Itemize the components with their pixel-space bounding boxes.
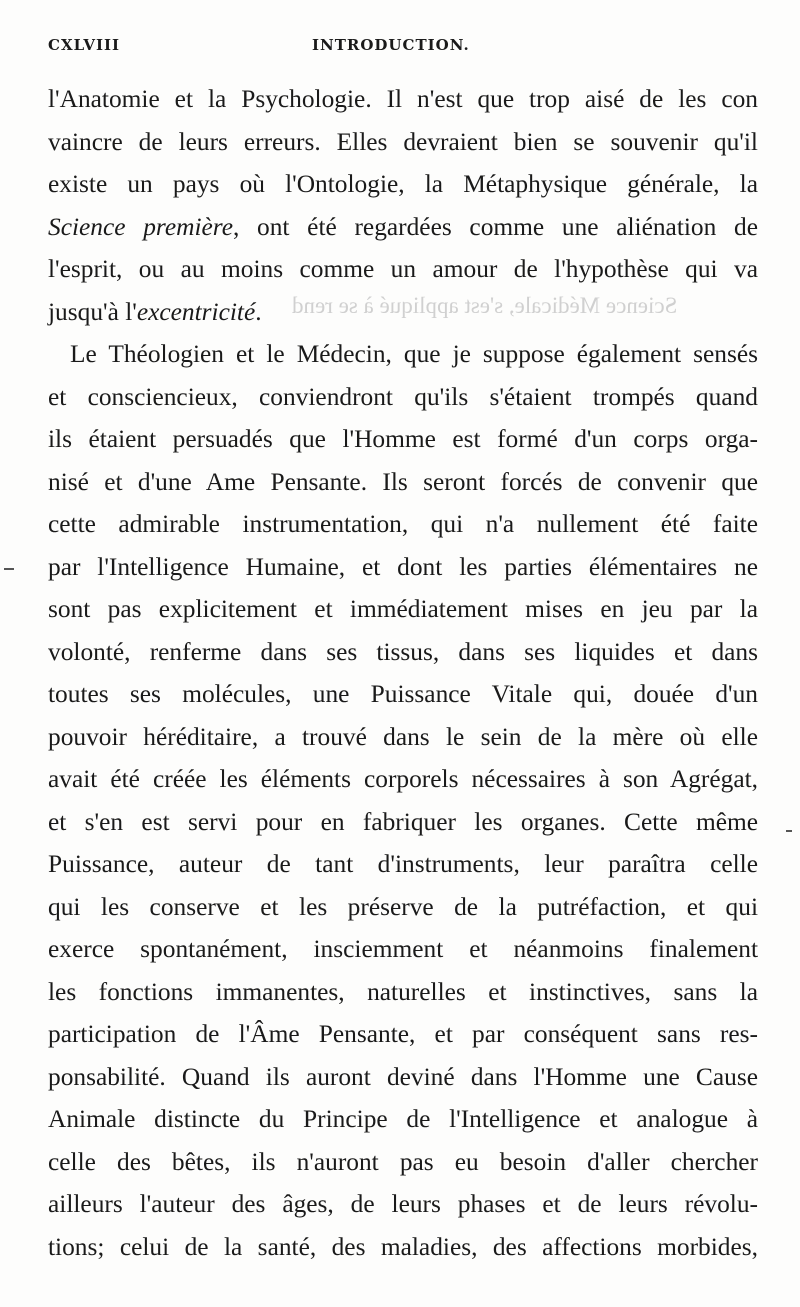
text-line: qui les conserve et les préserve de la putréfaction, et qui — [48, 892, 758, 921]
running-title: INTRODUCTION. — [312, 36, 470, 54]
text-line: les fonctions immanentes, naturelles et instinctives, sans la — [48, 977, 758, 1006]
text-line: par l'Intelligence Humaine, et dont les parties élémentaires ne — [48, 552, 758, 581]
text-line: tions; celui de la santé, des maladies, des affections morbides, — [48, 1232, 758, 1261]
text-line: sont pas explicitement et immédiatement mises en jeu par la — [48, 595, 758, 623]
text-line: l'Anatomie et la Psychologie. Il n'est que trop aisé de les con — [48, 85, 758, 113]
body-text — [48, 78, 758, 1268]
margin-mark-left — [4, 568, 14, 570]
page-header — [48, 36, 752, 60]
text-span: , ont été regardées comme une aliénation de — [233, 212, 758, 241]
text-line: l'esprit, ou au moins comme un amour de l'hypothèse qui va — [48, 255, 758, 283]
text-line: participation de l'Âme Pensante, et par conséquent sans res- — [48, 1020, 758, 1048]
text-line: Puissance, auteur de tant d'instruments, leur paraîtra celle — [48, 850, 758, 878]
text-line: toutes ses molécules, une Puissance Vitale qui, douée d'un — [48, 680, 758, 708]
text-line: ailleurs l'auteur des âges, de leurs phases et de leurs révolu- — [48, 1190, 758, 1218]
text-span: jusqu'à l' — [48, 297, 137, 326]
text-line: ponsabilité. Quand ils auront deviné dans l'Homme une Cause — [48, 1062, 758, 1091]
text-line: Animale distincte du Principe de l'Intelligence et analogue à — [48, 1105, 758, 1133]
text-line: volonté, renferme dans ses tissus, dans ses liquides et dans — [48, 637, 758, 666]
text-line: vaincre de leurs erreurs. Elles devraient bien se souvenir qu'il — [48, 127, 758, 156]
italic-word: excentricité — [136, 297, 256, 326]
text-line: nisé et d'une Ame Pensante. Ils seront forcés de convenir que — [48, 467, 758, 496]
page-number: CXLVIII — [48, 36, 121, 54]
text-line — [48, 206, 758, 249]
text-line: cette admirable instrumentation, qui n'a nullement été faite — [48, 510, 758, 538]
show-through-text: Science Médicale, s'est appliqué à se rend — [292, 293, 678, 318]
text-span: . — [255, 297, 262, 326]
italic-phrase: Science première — [48, 212, 233, 241]
text-line: et consciencieux, conviendront qu'ils s'étaient trompés quand — [48, 382, 758, 411]
text-line: Le Théologien et le Médecin, que je suppose également sensés — [70, 340, 758, 368]
text-line: existe un pays où l'Ontologie, la Métaphysique générale, la — [48, 170, 758, 198]
margin-mark-right — [786, 830, 792, 832]
text-line: pouvoir héréditaire, a trouvé dans le sein de la mère où elle — [48, 722, 758, 751]
text-line: avait été créée les éléments corporels nécessaires à son Agrégat, — [48, 765, 758, 793]
text-line: et s'en est servi pour en fabriquer les organes. Cette même — [48, 807, 758, 836]
text-line: exerce spontanément, insciemment et néanmoins finalement — [48, 935, 758, 963]
text-line — [48, 291, 758, 334]
text-line: ils étaient persuadés que l'Homme est formé d'un corps orga- — [48, 425, 758, 453]
text-line: celle des bêtes, ils n'auront pas eu besoin d'aller chercher — [48, 1147, 758, 1176]
